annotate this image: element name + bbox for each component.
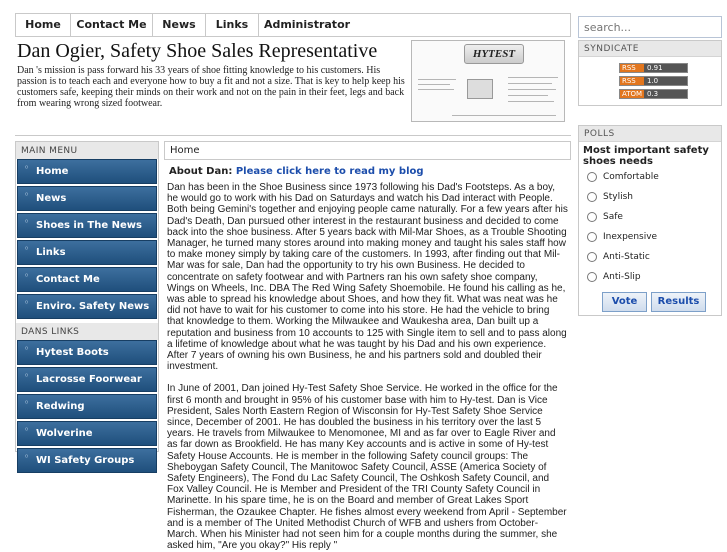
menu-item-shoes-in-the-news[interactable]: ◦ Shoes in The News: [17, 213, 157, 238]
menu-item-home[interactable]: ◦ Home: [17, 159, 157, 184]
bullet-icon: ◦: [24, 190, 30, 199]
link-hytest-boots[interactable]: ◦ Hytest Boots: [17, 340, 157, 365]
syndicate-heading: SYNDICATE: [579, 41, 721, 57]
search-input[interactable]: [578, 16, 722, 38]
hytest-logo: HYTEST: [464, 44, 524, 64]
link-wi-safety-groups[interactable]: ◦ WI Safety Groups: [17, 448, 157, 473]
article-title: [164, 162, 571, 181]
article-title-label: About Dan:: [169, 166, 233, 177]
article-paragraph: Dan has been in the Shoe Business since 1973 following his Dad's Footsteps. As a boy, he would go to work with his Dad on Saturdays and watch his Dad interact with People. Both being Gemini's together and enjoying people came naturally. For a few years after his Dad's Death, Dan pursued other interest in the restaurant business and decided to come back into the shoe business. After 5 years back with Mil-Mar Shoes, as a Trouble Shooting Manager, he turned many stores around into making money and taught his sales staff how to make money simply by taking care of the customers. In 1993, after finding out that Mil- Mar was for sale, Dan had the opportunity to try his own Business. He decided to concentrate on safety footwear and with Partners ran his own safety shoe company, Wings on Wheels, Inc. DBA The Red Wing Safety Shoemobile. He found his calling as he, was able to spread his knowledge about Shoes, and how they fit. What was neat was he did not have to wait for his customer to come into his store. He had the vehicle to bring that knowledge to them. Working the Milwaukee and Waukesha area, Dan built up a reputation and business from 10 accounts to 125 with Single item to sell and to pass along a lifetime of knowledge about what he was taught by his Dad and his own experience. After 7 years of owning his own Business, he and his partners sold and doubled their investment.: [167, 182, 568, 373]
bullet-icon: ◦: [24, 344, 30, 353]
menu-item-contact-me[interactable]: ◦ Contact Me: [17, 267, 157, 292]
article-body: [164, 182, 571, 552]
menu-item-enviro-safety-news[interactable]: ◦ Enviro. Safety News: [17, 294, 157, 319]
radio-button[interactable]: [587, 272, 597, 282]
article-paragraph: In June of 2001, Dan joined Hy-Test Safety Shoe Service. He worked in the office for the first 6 month and brought in 95% of his customer base with him to Hy-test. Dan is Vice President, Sales North Eastern Region of Wisconsin for Hy-Test Safety Shoe Service since, December of 2001. He has doubled the business in his territory over the last 5 years. He travels from Milwaukee to Menomonee, MI and as far over to Eagle River and as far down as Brookfield. He has many Key accounts and is active in some of Hy-test Safety House Accounts. He is member in the following Safety council groups: The Sheboygan Safety Council, The Manitowoc Safety Council, ASSE (America Society of Safety Engineers), The Fond du Lac Safety Council, The Oshkosh Safety Council, and Fox Valley Council. He is Member and President of the TRI County Safety Council in Marinette. In his spare time, he is on the Board and member of Great Lakes Sport Fisherman, the Ozaukee Chapter. He fishes almost every weekend from April - September and is a member of The United Methodist Church of WFB and ushers from October- March. When his Minister had not seen him for a couple months during the summer, she asked him, "Are you okay?" His reply ": [167, 383, 567, 552]
poll-option-anti-slip[interactable]: Anti-Slip: [579, 267, 721, 287]
nav-news-link[interactable]: News: [153, 14, 206, 36]
site-title: Dan Ogier, Safety Shoe Sales Representative: [17, 40, 378, 62]
poll-option-comfortable[interactable]: Comfortable: [579, 167, 721, 187]
poll-option-safe[interactable]: Safe: [579, 207, 721, 227]
nav-links-link[interactable]: Links: [206, 14, 259, 36]
bullet-icon: ◦: [24, 371, 30, 380]
business-card-image: [411, 40, 565, 122]
bullet-icon: ◦: [24, 163, 30, 172]
rss-10-button[interactable]: RSS 1.0: [619, 76, 688, 86]
nav-contact-link[interactable]: Contact Me: [71, 14, 153, 36]
results-button[interactable]: Results: [651, 292, 706, 312]
poll-option-anti-static[interactable]: Anti-Static: [579, 247, 721, 267]
bullet-icon: ◦: [24, 425, 30, 434]
link-wolverine[interactable]: ◦ Wolverine: [17, 421, 157, 446]
bullet-icon: ◦: [24, 244, 30, 253]
site-header: [15, 40, 571, 136]
breadcrumb: Home: [164, 141, 571, 160]
bullet-icon: ◦: [24, 217, 30, 226]
nav-administrator-link[interactable]: Administrator: [263, 18, 351, 31]
main-menu-heading: MAIN MENU: [16, 142, 158, 159]
bullet-icon: ◦: [24, 298, 30, 307]
syndicate-box: [578, 40, 722, 106]
rss-091-button[interactable]: RSS 0.91: [619, 63, 688, 73]
site-tagline: Dan 's mission is pass forward his 33 years of shoe fitting knowledge to his customers. His passion is to teach each and everyone how to buy a fit and not a size. That is key to help keep his customers safe, keeping their minds on their work and not on the pain in their feet, legs and back from wearing wrong sized footwear.: [17, 65, 405, 109]
vote-button[interactable]: Vote: [602, 292, 647, 312]
bullet-icon: ◦: [24, 271, 30, 280]
link-lacrosse-footwear[interactable]: ◦ Lacrosse Foorwear: [17, 367, 157, 392]
radio-button[interactable]: [587, 212, 597, 222]
link-redwing[interactable]: ◦ Redwing: [17, 394, 157, 419]
radio-button[interactable]: [587, 192, 597, 202]
radio-button[interactable]: [587, 252, 597, 262]
bullet-icon: ◦: [24, 398, 30, 407]
poll-option-stylish[interactable]: Stylish: [579, 187, 721, 207]
poll-question: Most important safety shoes needs: [583, 145, 709, 167]
poll-option-inexpensive[interactable]: Inexpensive: [579, 227, 721, 247]
radio-button[interactable]: [587, 172, 597, 182]
menu-item-links[interactable]: ◦ Links: [17, 240, 157, 265]
card-photo: [467, 79, 493, 99]
bullet-icon: ◦: [24, 452, 30, 461]
left-sidebar: [15, 141, 159, 466]
top-nav: [15, 13, 571, 37]
atom-03-button[interactable]: ATOM 0.3: [619, 89, 688, 99]
nav-home-link[interactable]: Home: [16, 14, 71, 36]
dans-links-heading: DANS LINKS: [16, 323, 158, 340]
menu-item-news[interactable]: ◦ News: [17, 186, 157, 211]
polls-box: [578, 125, 722, 316]
polls-heading: POLLS: [579, 126, 721, 142]
blog-link[interactable]: Please click here to read my blog: [235, 166, 424, 177]
radio-button[interactable]: [587, 232, 597, 242]
